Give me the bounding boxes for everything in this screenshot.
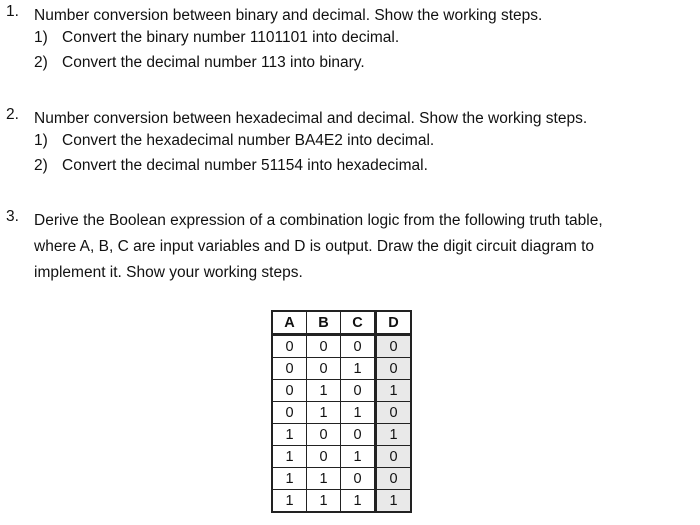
question-text — [34, 208, 692, 286]
table-cell: 0 — [376, 468, 412, 490]
table-cell: 0 — [272, 402, 307, 424]
table-cell: 1 — [307, 402, 341, 424]
sub-text: Convert the binary number 1101101 into decimal. — [62, 29, 400, 46]
table-cell: 1 — [376, 490, 412, 513]
table-cell: 1 — [272, 468, 307, 490]
table-cell: 1 — [307, 490, 341, 513]
table-cell: 0 — [307, 335, 341, 358]
table-cell: 0 — [341, 380, 376, 402]
sub-text: Convert the decimal number 113 into binary. — [62, 54, 365, 71]
question-line: Derive the Boolean expression of a combination logic from the following truth table, — [34, 212, 603, 229]
table-cell: 0 — [376, 335, 412, 358]
sub-number: 2) — [34, 157, 48, 174]
table-cell: 0 — [272, 358, 307, 380]
table-cell: 1 — [272, 490, 307, 513]
table-cell: 1 — [376, 424, 412, 446]
sub-number: 1) — [34, 29, 48, 46]
header-d: D — [376, 311, 412, 335]
table-row — [272, 446, 411, 468]
table-row — [272, 424, 411, 446]
table-cell: 0 — [376, 358, 412, 380]
table-row — [272, 335, 411, 358]
table-cell: 1 — [341, 358, 376, 380]
table-header-row — [272, 311, 411, 335]
header-a: A — [272, 311, 307, 335]
header-c: C — [341, 311, 376, 335]
table-row — [272, 468, 411, 490]
table-cell: 0 — [307, 424, 341, 446]
question-line: where A, B, C are input variables and D is output. Draw the digit circuit diagram to — [34, 238, 594, 255]
table-cell: 0 — [341, 468, 376, 490]
truth-table — [271, 310, 412, 513]
table-row — [272, 358, 411, 380]
table-cell: 0 — [376, 446, 412, 468]
table-cell: 0 — [341, 424, 376, 446]
table-cell: 1 — [272, 446, 307, 468]
table-cell: 1 — [307, 380, 341, 402]
sub-text: Convert the hexadecimal number BA4E2 into decimal. — [62, 132, 435, 149]
table-cell: 0 — [307, 358, 341, 380]
table-cell: 0 — [376, 402, 412, 424]
table-cell: 1 — [341, 402, 376, 424]
table-cell: 1 — [341, 446, 376, 468]
question-number: 1. — [6, 3, 19, 20]
table-row — [272, 402, 411, 424]
table-cell: 1 — [272, 424, 307, 446]
table-cell: 0 — [272, 335, 307, 358]
table-cell: 0 — [272, 380, 307, 402]
question-number: 3. — [6, 208, 19, 225]
question-text: Number conversion between binary and decimal. Show the working steps. — [34, 7, 543, 24]
table-body — [272, 335, 411, 513]
header-b: B — [307, 311, 341, 335]
table-cell: 0 — [341, 335, 376, 358]
table-row — [272, 490, 411, 513]
question-line: implement it. Show your working steps. — [34, 264, 303, 281]
table-cell: 1 — [341, 490, 376, 513]
sub-number: 1) — [34, 132, 48, 149]
question-number: 2. — [6, 106, 19, 123]
question-text: Number conversion between hexadecimal and decimal. Show the working steps. — [34, 110, 588, 127]
table-cell: 1 — [307, 468, 341, 490]
table-row — [272, 380, 411, 402]
table-cell: 1 — [376, 380, 412, 402]
sub-text: Convert the decimal number 51154 into hexadecimal. — [62, 157, 428, 174]
table-cell: 0 — [307, 446, 341, 468]
sub-number: 2) — [34, 54, 48, 71]
